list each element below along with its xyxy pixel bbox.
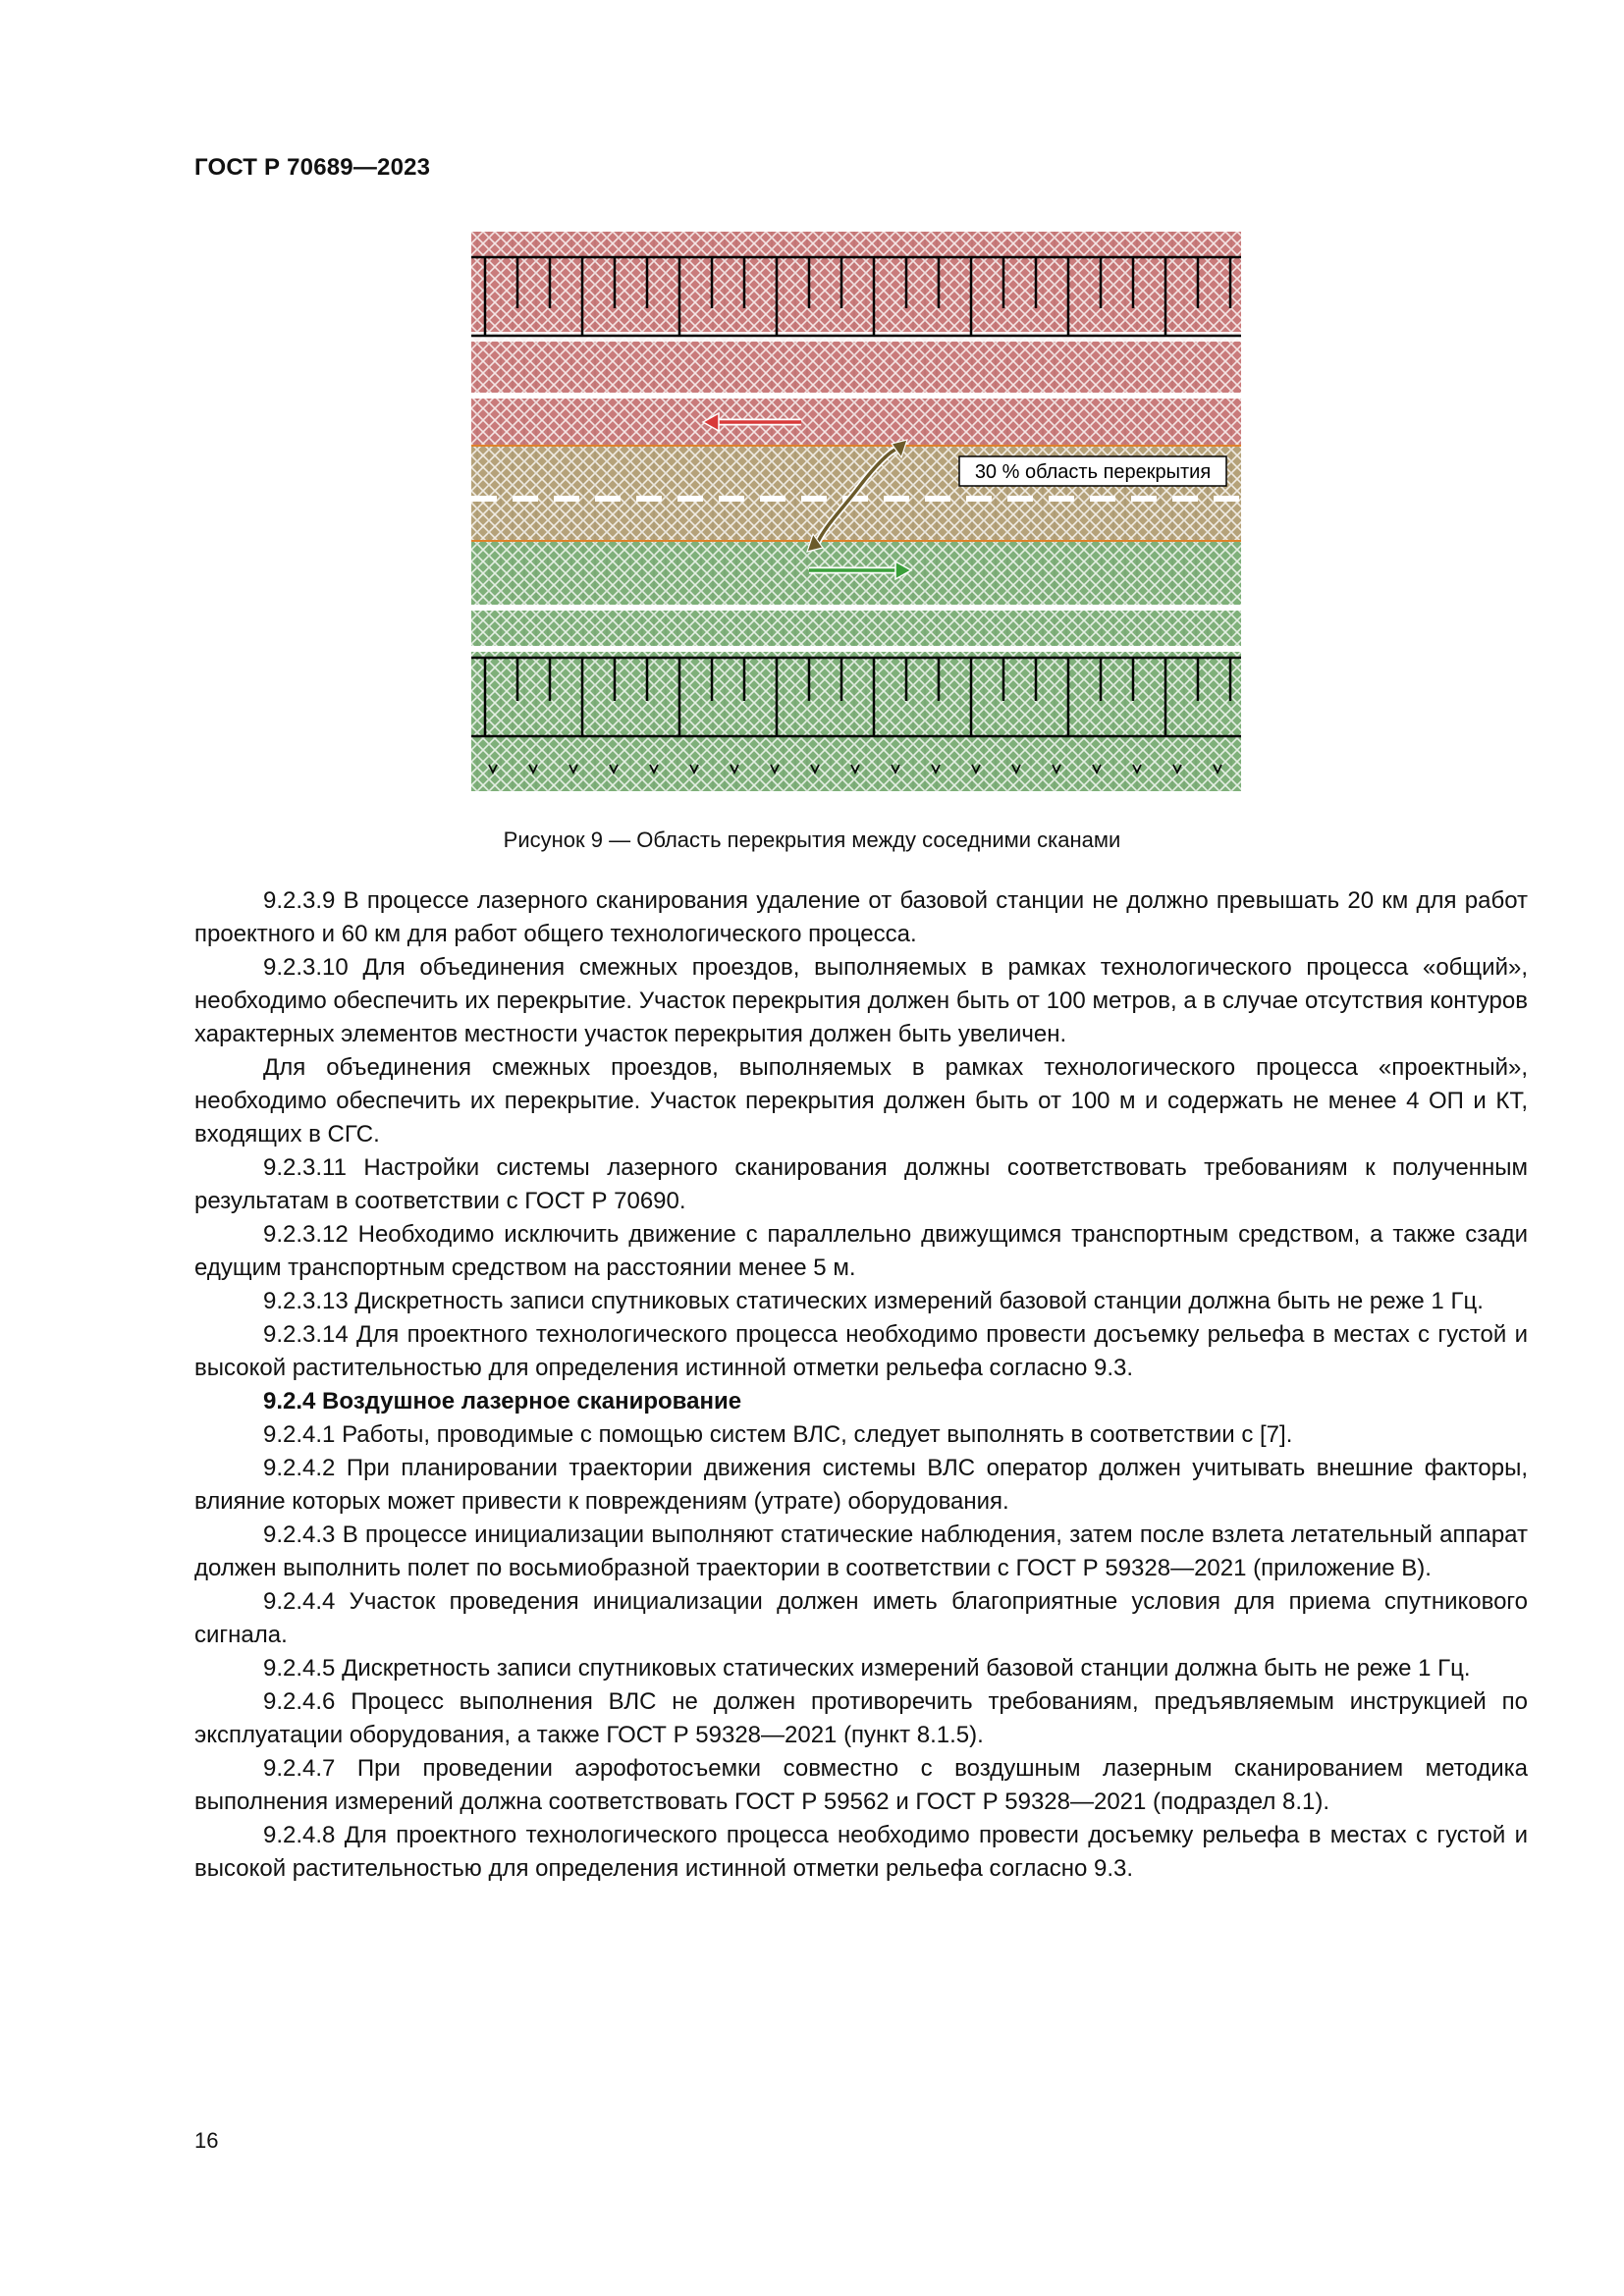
overlap-label-box (959, 456, 1226, 486)
overlap-figure (471, 232, 1241, 791)
paragraph: 9.2.3.10 Для объединения смежных проездов, выполняемых в рамках технологического процесса «общий», необходимо обеспечить их перекрытие. Участок перекрытия должен быть от 100 метров, а в случае отсутствия контуров характерных элементов местности участок перекрытия должен быть увеличен. (194, 954, 1528, 1047)
body-text (194, 884, 1528, 1886)
paragraph: 9.2.4.7 При проведении аэрофотосъемки совместно с воздушным лазерным сканированием методика выполнения измерений должна соответствовать ГОСТ Р 59562 и ГОСТ Р 59328—2021 (подраздел 8.1). (194, 1755, 1528, 1815)
page-number: 16 (194, 2128, 219, 2153)
paragraph: 9.2.4.3 В процессе инициализации выполняют статические наблюдения, затем после взлета летательный аппарат должен выполнить полет по восьмиобразной траектории в соответствии с ГОСТ Р 59328—2021 (приложение В). (194, 1522, 1528, 1581)
white-gap (471, 605, 1241, 611)
paragraph: 9.2.4.1 Работы, проводимые с помощью систем ВЛС, следует выполнять в соответствии с [7]. (263, 1421, 1293, 1448)
section-heading: 9.2.4 Воздушное лазерное сканирование (263, 1388, 742, 1415)
white-gap (471, 646, 1241, 652)
paragraph: Для объединения смежных проездов, выполняемых в рамках технологического процесса «проектный», необходимо обеспечить их перекрытие. Участок перекрытия должен быть от 100 м и содержать не менее 4 ОП и КТ, входящих в СГС. (194, 1054, 1528, 1148)
paragraph: 9.2.3.13 Дискретность записи спутниковых статических измерений базовой станции должна быть не реже 1 Гц. (263, 1288, 1484, 1314)
overlap-label-text: 30 % область перекрытия (974, 461, 1212, 483)
paragraph: 9.2.3.12 Необходимо исключить движение с параллельно движущимся транспортным средством, а также сзади едущим транспортным средством на расстоянии менее 5 м. (194, 1221, 1528, 1281)
paragraph: 9.2.4.6 Процесс выполнения ВЛС не должен противоречить требованиям, предъявляемым инструкцией по эксплуатации оборудования, а также ГОСТ Р 59328—2021 (пункт 8.1.5). (194, 1688, 1528, 1748)
paragraph: 9.2.4.8 Для проектного технологического процесса необходимо провести досъемку рельефа в местах с густой и высокой растительностью для определения истинной отметки рельефа согласно 9.3. (194, 1822, 1528, 1882)
paragraph: 9.2.3.9 В процессе лазерного сканирования удаление от базовой станции не должно превышать 20 км для работ проектного и 60 км для работ общего технологического процесса. (194, 887, 1528, 947)
document-header: ГОСТ Р 70689—2023 (194, 154, 431, 181)
paragraph: 9.2.4.2 При планировании траектории движения системы ВЛС оператор должен учитывать внешние факторы, влияние которых может привести к повреждениям (утрате) оборудования. (194, 1455, 1528, 1515)
white-gap (471, 393, 1241, 399)
paragraph: 9.2.4.4 Участок проведения инициализации должен иметь благоприятные условия для приема спутникового сигнала. (194, 1588, 1528, 1648)
paragraph: 9.2.4.5 Дискретность записи спутниковых статических измерений базовой станции должна быть не реже 1 Гц. (263, 1655, 1471, 1682)
paragraph: 9.2.3.14 Для проектного технологического процесса необходимо провести досъемку рельефа в местах с густой и высокой растительностью для определения истинной отметки рельефа согласно 9.3. (194, 1321, 1528, 1381)
paragraph: 9.2.3.11 Настройки системы лазерного сканирования должны соответствовать требованиям к полученным результатам в соответствии с ГОСТ Р 70690. (194, 1154, 1528, 1214)
figure-caption: Рисунок 9 — Область перекрытия между соседними сканами (503, 828, 1121, 852)
